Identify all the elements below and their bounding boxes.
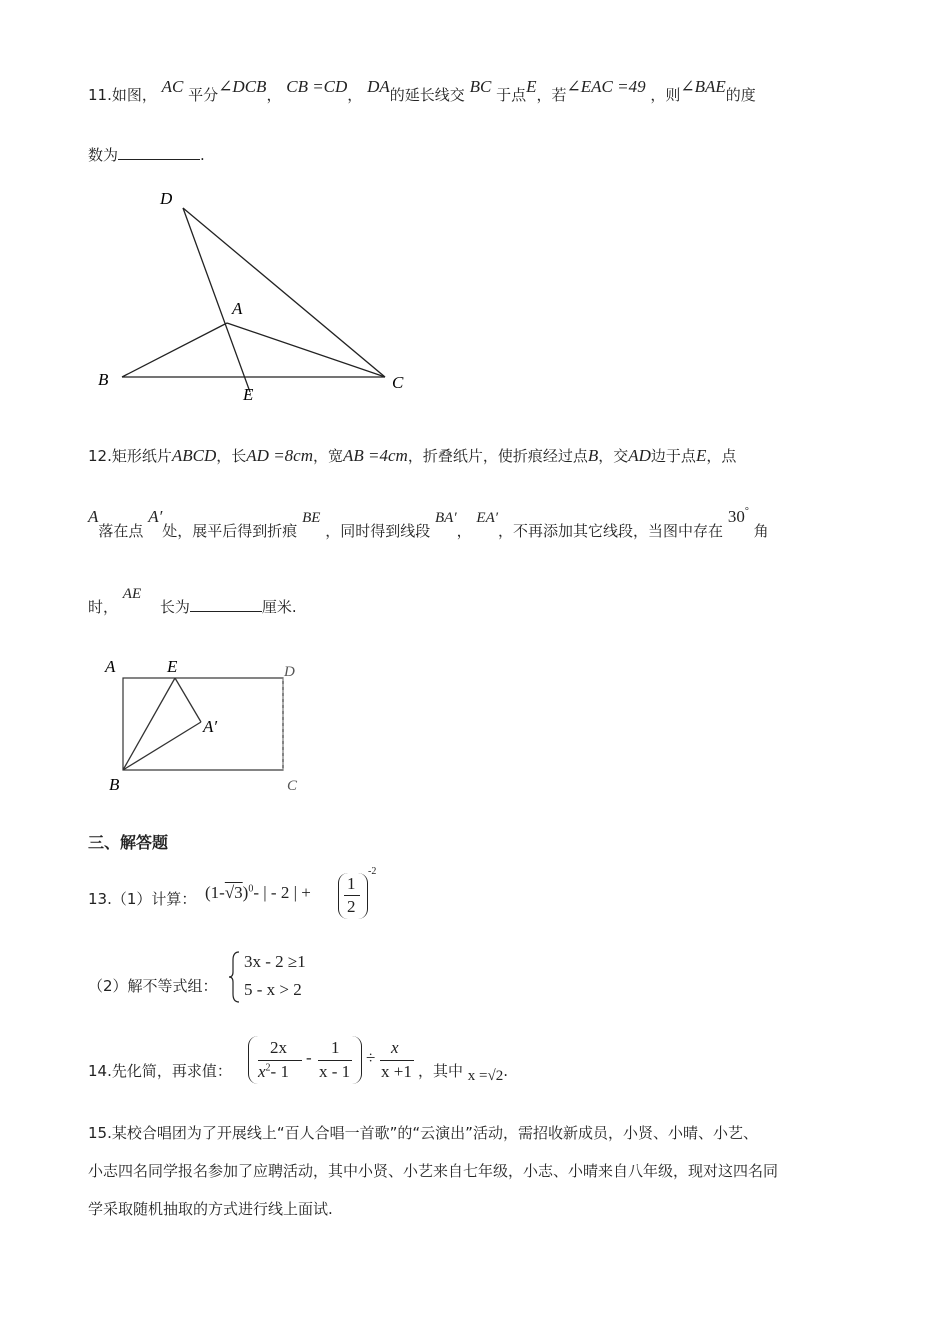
q12-text: ， [456,522,472,540]
q11-figure [90,180,420,410]
minus-sign: - [306,1048,312,1067]
expr-text: - | - 2 | + [253,883,311,902]
label-a: A [105,657,116,676]
inequality-2: 5 - x > 2 [244,980,302,999]
q12-text: ，不再添加其它线段，当图中存在 [498,522,724,540]
q14-number: 14. [88,1062,112,1080]
q11-text: 如图， [111,86,157,104]
math-abcd: ABCD [171,446,217,465]
math-ea-prime: EA′ [476,510,499,526]
frac2-numerator: 1 [331,1038,340,1057]
math-da: DA [367,77,390,96]
math-be: BE [302,510,321,526]
q11-text: 的度 [725,86,756,104]
math-angle-eac: ∠EAC =49 [566,77,646,96]
math-e: E [695,446,707,465]
label-e: E [167,657,178,676]
label-b: B [109,775,120,794]
math-ac: AC [161,77,184,96]
q12-text: ，宽 [313,447,344,465]
q11-text: ，若 [536,86,567,104]
q15-line3: 学采取随机抽取的方式进行线上面试. [88,1200,333,1218]
math-cb-cd: CB =CD [286,77,348,96]
expr-exponent: -2 [368,866,377,877]
answer-blank[interactable] [118,145,200,160]
q12-text: 边于点 [650,447,696,465]
q11-text: . [200,146,205,164]
math-ba-prime: BA′ [435,510,457,526]
math-ad-8cm: AD =8cm [246,446,313,465]
fraction-bar [380,1060,414,1061]
q14-tail [418,1060,509,1084]
q11-text: 数为 [88,146,119,164]
math-b: B [587,446,599,465]
q14-text: . [503,1062,509,1080]
answer-blank[interactable] [190,597,262,612]
q11-text: ， [347,86,363,104]
fraction-bar [258,1060,302,1061]
q12-text: ，长 [216,447,247,465]
math-angle-dcb: ∠DCB [218,77,267,96]
q11-line1 [88,77,756,105]
math-a-prime: A′ [148,507,163,526]
q12-text: ，折叠纸片，使折痕经过点 [407,447,588,465]
fraction-bar [318,1060,352,1061]
label-e: E [243,385,254,404]
q11-text: 于点 [496,86,527,104]
q13-text: （1）计算： [111,890,197,908]
q12-figure [95,652,315,802]
q13-expr1 [205,883,311,903]
q12-text: 落在点 [98,522,144,540]
exponent-2: 2 [265,1062,271,1074]
brace-icon [229,950,241,1004]
math-a: A [88,507,99,526]
q11-text: ，则 [650,86,681,104]
q12-text: 角 [753,522,769,540]
q13-part1 [88,888,196,909]
label-d: D [160,189,173,208]
expr-text: (1- [205,883,225,902]
q15-line2: 小志四名同学报名参加了应聘活动，其中小贤、小艺来自七年级，小志、小晴来自八年级，现对这四名同 [88,1162,779,1180]
q11-line2 [88,144,205,165]
math-e: E [526,77,537,96]
math-bc: BC [469,77,492,96]
q11-text: 平分 [188,86,219,104]
label-d: D [284,664,295,680]
math-x-sqrt2: x =√2 [467,1068,504,1084]
label-c: C [287,778,298,794]
q13-text: （2）解不等式组： [88,977,218,995]
q12-number: 12. [88,447,112,465]
math-ab-4cm: AB =4cm [343,446,408,465]
frac2-denominator: x - 1 [319,1062,351,1081]
q12-line1 [88,445,736,466]
q11-text: ， [266,86,282,104]
frac-denominator: 2 [347,897,356,916]
q12-text: 矩形纸片 [111,447,172,465]
divide-sign: ÷ [366,1048,376,1067]
label-c: C [392,373,404,392]
section-heading: 三、解答题 [88,833,169,852]
fraction-bar [344,895,360,896]
q11-number: 11. [88,86,112,104]
q12-text: ，点 [706,447,737,465]
frac-numerator: 1 [347,874,356,893]
q12-text: ，同时得到线段 [325,522,431,540]
q12-text: 处，展平后得到折痕 [162,522,298,540]
q13-part2 [88,975,218,996]
frac1-numerator: 2x [270,1038,287,1057]
expr-text: ) [242,883,249,902]
q14-text: 先化简，再求值： [111,1062,232,1080]
math-angle-bae: ∠BAE [680,77,726,96]
label-a: A [232,299,243,318]
math-degree: ° [744,506,749,517]
expr-exponent-0: 0 [248,883,254,895]
q12-line2 [88,506,769,540]
denominator-text: - 1 [270,1062,289,1081]
math-30: 30 [727,507,745,526]
q12-text: ，交 [598,447,629,465]
q13-number: 13. [88,890,112,908]
math-ad: AD [628,446,651,465]
q12-text: 厘米. [261,598,297,616]
frac3-denominator: x +1 [381,1062,412,1081]
q11-text: 的延长线交 [389,86,465,104]
expr-sqrt3: √3 [224,883,243,902]
label-a-prime: A′ [203,717,218,736]
inequality-1: 3x - 2 ≥1 [244,952,306,971]
frac3-numerator: x [391,1038,399,1057]
q14-text: ，其中 [418,1062,464,1080]
label-b: B [98,370,109,389]
denominator-x: x [258,1062,266,1081]
q12-line3 [88,586,297,616]
q15-line1: 15.某校合唱团为了开展线上“百人合唱一首歌”的“云演出”活动，需招收新成员，小贤、小晴、小艺、 [88,1124,758,1142]
frac1-denominator [258,1062,289,1082]
q12-text: 时， [88,598,119,616]
q14-label [88,1060,232,1081]
q12-text: 长为 [159,598,190,616]
math-ae: AE [122,586,142,602]
